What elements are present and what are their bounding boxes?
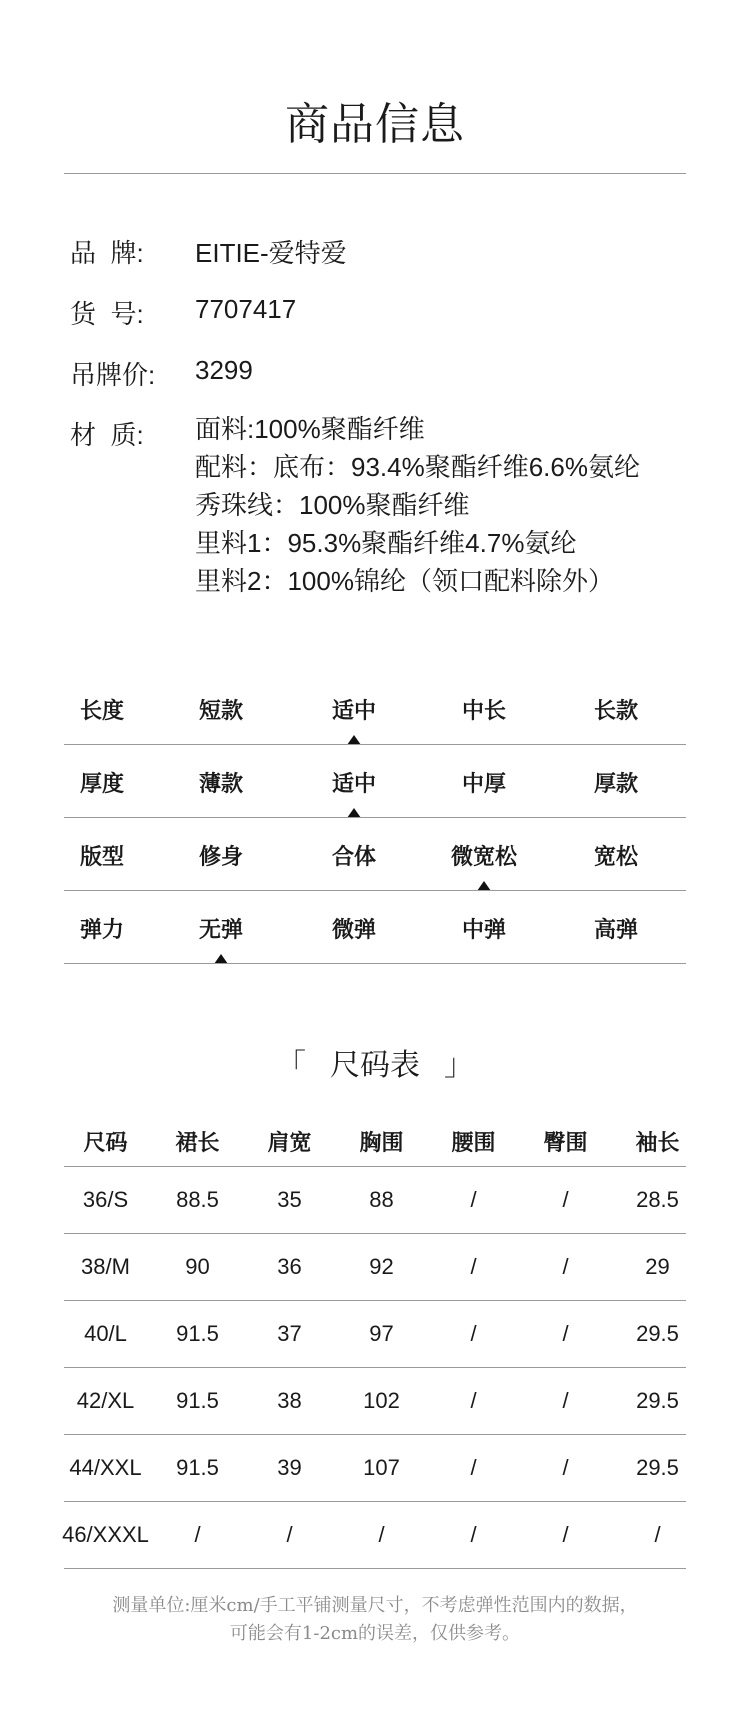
attribute-row-fit [64,818,686,891]
attribute-row-thickness [64,745,686,818]
attribute-option: 长款 [593,698,638,723]
attribute-option: 中弹 [461,917,506,942]
attribute-name: 厚度 [79,771,124,796]
table-cell: / [470,1388,477,1413]
table-cell: 29.5 [636,1388,679,1413]
table-cell: / [286,1522,293,1547]
attribute-option: 适中 [331,698,376,723]
table-cell: 37 [277,1321,302,1346]
attribute-option: 薄款 [198,771,243,796]
table-cell: / [562,1254,569,1279]
price-label: 吊牌价: [70,360,156,390]
brand-value: EITIE-爱特爱 [195,238,347,268]
brand-label: 品 牌: [70,238,144,268]
table-cell: 91.5 [176,1455,219,1480]
attribute-name: 版型 [79,844,124,869]
material-list [195,410,640,600]
table-row [64,1234,686,1301]
size-table-title [0,1040,750,1084]
table-cell: / [470,1455,477,1480]
table-cell: 39 [277,1455,302,1480]
attribute-option: 合体 [331,844,376,869]
attribute-option: 厚款 [593,771,638,796]
page-title: 商品信息 [285,100,465,149]
sku-value: 7707417 [195,294,297,324]
material-label: 材 质: [70,420,144,450]
attribute-option: 适中 [331,771,376,796]
table-cell: 46/XXXL [62,1522,149,1547]
table-cell: 90 [185,1254,210,1279]
material-line: 里料1：95.3%聚酯纤维4.7%氨纶 [195,528,577,558]
table-cell: 36/S [82,1187,129,1212]
table-cell: 38/M [81,1254,130,1279]
attribute-option: 微弹 [331,917,376,942]
table-cell: / [562,1321,569,1346]
bracket-open: 「 [276,1049,306,1082]
price-value: 3299 [195,355,253,385]
table-cell: 107 [363,1455,400,1480]
table-row [64,1301,686,1368]
table-row [64,1502,686,1569]
table-cell: 29.5 [636,1321,679,1346]
table-cell: / [378,1522,385,1547]
column-header: 肩宽 [267,1130,312,1155]
sku-label: 货 号: [70,299,144,329]
column-header: 尺码 [83,1130,128,1155]
table-cell: 91.5 [176,1321,219,1346]
table-cell: / [562,1522,569,1547]
column-header: 臀围 [543,1130,588,1155]
attribute-row-stretch [64,891,686,964]
attribute-option: 微宽松 [450,844,517,869]
table-header [64,1108,686,1167]
table-cell: / [562,1388,569,1413]
attribute-name: 长度 [79,698,124,723]
size-table-heading: 尺码表 [330,1049,420,1082]
table-cell: / [562,1455,569,1480]
table-cell: 36 [277,1254,302,1279]
size-table [64,1108,686,1569]
attribute-option: 修身 [198,844,243,869]
table-cell: / [194,1522,201,1547]
material-line: 面料:100%聚酯纤维 [195,414,425,444]
title-divider [64,173,686,174]
table-row [64,1435,686,1502]
table-cell: 42/XL [76,1388,135,1413]
column-header: 裙长 [175,1130,220,1155]
table-cell: 91.5 [176,1388,219,1413]
table-cell: / [654,1522,661,1547]
table-cell: 28.5 [636,1187,679,1212]
table-cell: 29.5 [636,1455,679,1480]
attribute-option: 无弹 [198,917,243,942]
table-cell: 38 [277,1388,302,1413]
bracket-close: 」 [444,1049,474,1082]
column-header: 腰围 [451,1130,496,1155]
table-cell: / [562,1187,569,1212]
table-cell: 40/L [84,1321,127,1346]
note-line: 测量单位:厘米cm/手工平铺测量尺寸，不考虑弹性范围内的数据， [112,1595,638,1616]
attribute-option: 高弹 [593,917,638,942]
column-header: 胸围 [359,1130,404,1155]
table-cell: 29 [645,1254,670,1279]
table-cell: / [470,1321,477,1346]
material-line: 里料2：100%锦纶（领口配料除外） [195,566,614,596]
table-cell: / [470,1254,477,1279]
attribute-row-length [64,672,686,745]
table-cell: / [470,1522,477,1547]
attribute-option: 中厚 [461,771,506,796]
material-line: 秀珠线：100%聚酯纤维 [195,490,470,520]
table-cell: 35 [277,1187,302,1212]
table-cell: 92 [369,1254,394,1279]
table-cell: 88 [369,1187,394,1212]
row-divider [64,963,686,964]
table-row [64,1167,686,1234]
row-divider [64,1568,686,1569]
table-cell: 102 [363,1388,400,1413]
table-cell: 88.5 [176,1187,219,1212]
material-line: 配料：底布：93.4%聚酯纤维6.6%氨纶 [195,452,640,482]
note-line: 可能会有1-2cm的误差，仅供参考。 [229,1623,521,1644]
table-cell: 44/XXL [69,1455,142,1480]
attribute-option: 宽松 [593,844,638,869]
attribute-option: 中长 [461,698,506,723]
table-cell: / [470,1187,477,1212]
measurement-note [0,1592,750,1648]
table-row [64,1368,686,1435]
column-header: 袖长 [635,1130,680,1155]
attribute-name: 弹力 [79,917,124,942]
table-cell: 97 [369,1321,394,1346]
attribute-option: 短款 [198,698,243,723]
